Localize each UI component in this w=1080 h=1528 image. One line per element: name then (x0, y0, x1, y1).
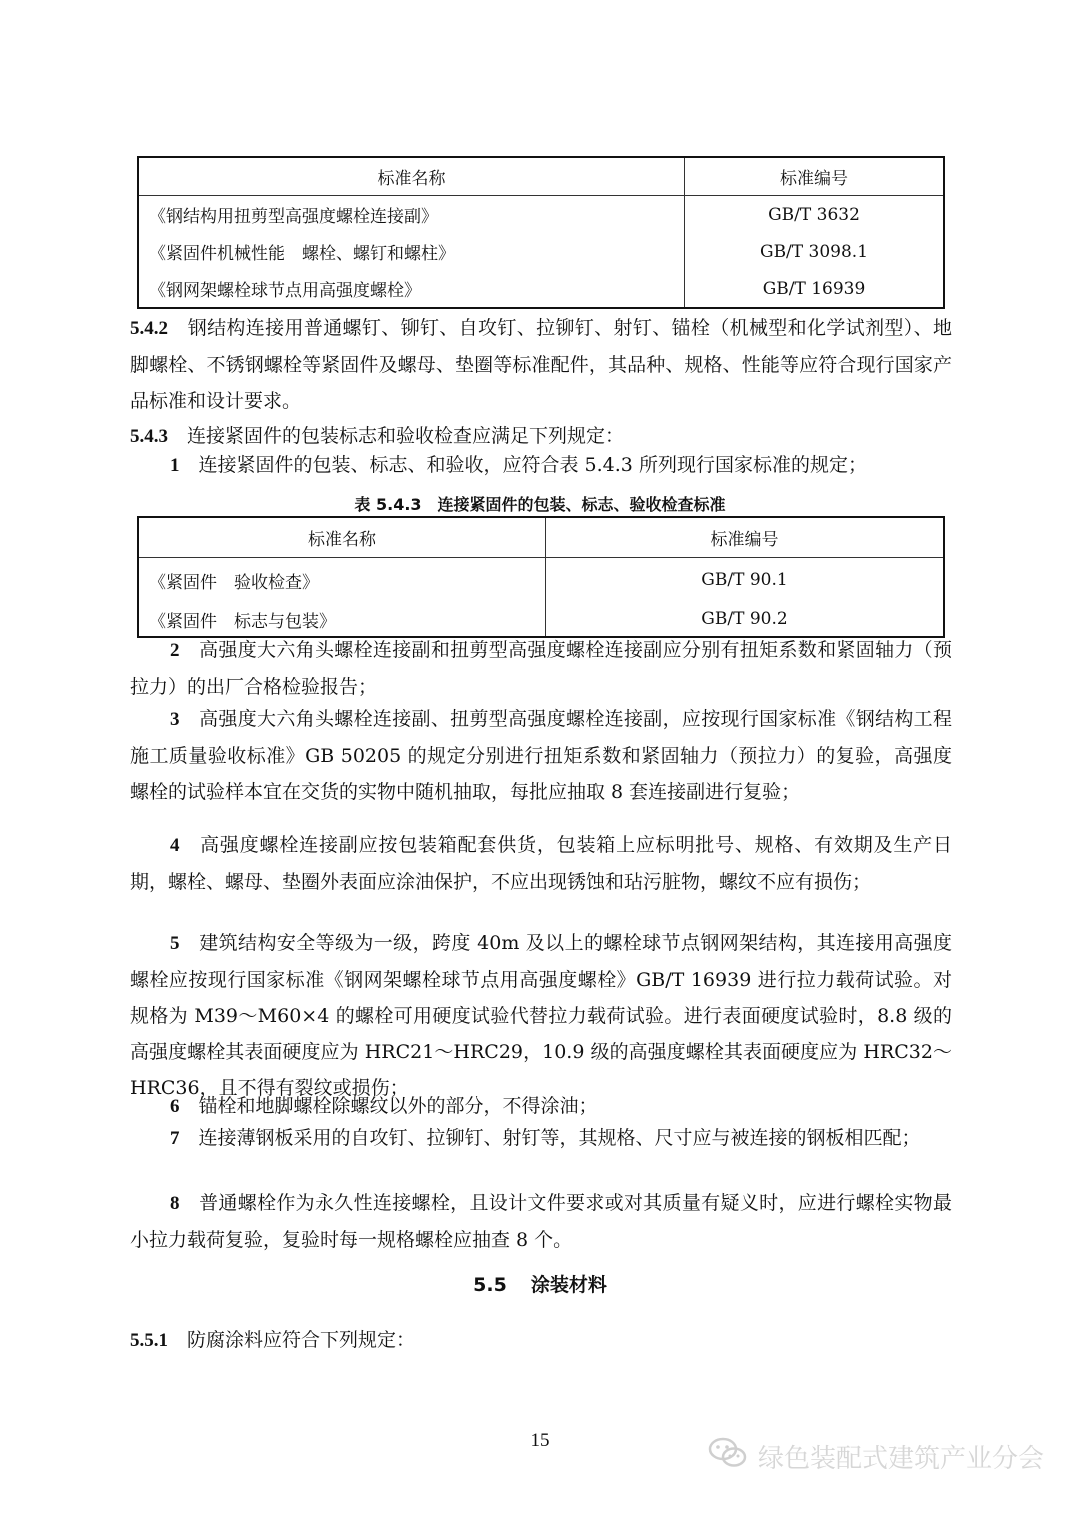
item-text: 建筑结构安全等级为一级，跨度 40m 及以上的螺栓球节点钢网架结构，其连接用高强度螺栓应按现行国家标准《钢网架螺栓球节点用高强度螺栓》GB/T 16939 进行拉力载荷试验。对规格为 M39～M60×4 的螺栓可用硬度试验代替拉力载荷试验。进行表面硬度试验时，8.8 级的高强度螺栓其表面硬度应为 HRC21～HRC29，10.9 级的高强度螺栓其表面硬度应为 HRC32～HRC36，且不得有裂纹或损伤； (130, 932, 952, 1099)
list-item (130, 1120, 952, 1157)
section-title: 涂装材料 (530, 1274, 607, 1296)
table-caption: 表 5.4.3 连接紧固件的包装、标志、验收检查标准 (354, 495, 726, 514)
item-text: 高强度螺栓连接副应按包装箱配套供货，包装箱上应标明批号、规格、有效期及生产日期，螺栓、螺母、垫圈外表面应涂油保护，不应出现锈蚀和玷污脏物，螺纹不应有损伤； (130, 834, 952, 893)
item-text: 高强度大六角头螺栓连接副、扭剪型高强度螺栓连接副，应按现行国家标准《钢结构工程施工质量验收标准》GB 50205 的规定分别进行扭矩系数和紧固轴力（预拉力）的复验，高强度螺栓的试验样本宜在交货的实物中随机抽取，每批应抽取 8 套连接副进行复验； (130, 708, 952, 803)
item-text: 普通螺栓作为永久性连接螺栓，且设计文件要求或对其质量有疑义时，应进行螺栓实物最小拉力载荷复验，复验时每一规格螺栓应抽查 8 个。 (130, 1192, 952, 1251)
clause-5-5-1 (130, 1322, 952, 1359)
table-row (138, 196, 944, 234)
item-number: 1 (170, 455, 180, 476)
standard-name: 《钢结构用扭剪型高强度螺栓连接副》 (149, 207, 438, 227)
clause-text: 钢结构连接用普通螺钉、铆钉、自攻钉、拉铆钉、射钉、锚栓（机械型和化学试剂型）、地脚螺栓、不锈钢螺栓等紧固件及螺母、垫圈等标准配件，其品种、规格、性能等应符合现行国家产品标准和设计要求。 (130, 317, 952, 412)
table-header-row (138, 157, 944, 196)
table-row (138, 270, 944, 308)
standard-code: GB/T 16939 (685, 270, 945, 308)
clause-number: 5.4.2 (130, 318, 168, 339)
item-number: 5 (170, 933, 180, 954)
standards-table-1 (137, 156, 945, 309)
clause-text: 防腐涂料应符合下列规定： (187, 1329, 416, 1351)
clause-5-4-2 (130, 310, 952, 419)
standard-name: 《紧固件机械性能 螺栓、螺钉和螺柱》 (149, 244, 455, 264)
list-item (130, 1185, 952, 1258)
standard-code: GB/T 3632 (685, 196, 945, 234)
col-header-code: 标准编号 (546, 517, 945, 558)
section-heading (0, 1270, 1080, 1297)
standard-name: 《紧固件 标志与包装》 (149, 611, 336, 632)
table-header-row (138, 517, 944, 558)
table-row (138, 233, 944, 270)
item-number: 2 (170, 640, 180, 661)
standard-code: GB/T 3098.1 (685, 233, 945, 270)
clause-number: 5.4.3 (130, 426, 168, 447)
standards-table-2 (137, 516, 945, 638)
page-number: 15 (530, 1430, 550, 1451)
col-header-code: 标准编号 (685, 157, 945, 196)
standard-name: 《钢网架螺栓球节点用高强度螺栓》 (149, 281, 421, 301)
section-number: 5.5 (473, 1274, 507, 1296)
wechat-icon (708, 1436, 748, 1477)
list-item (130, 925, 952, 1106)
item-number: 3 (170, 709, 180, 730)
list-item (130, 447, 952, 484)
item-number: 4 (170, 835, 180, 856)
list-item (130, 701, 952, 810)
item-text: 锚栓和地脚螺栓除螺纹以外的部分，不得涂油； (198, 1095, 598, 1117)
clause-text: 连接紧固件的包装标志和验收检查应满足下列规定： (187, 425, 625, 447)
clause-number: 5.5.1 (130, 1330, 168, 1351)
list-item (130, 827, 952, 900)
item-number: 6 (170, 1096, 180, 1117)
table-row (138, 558, 944, 603)
watermark-text: 绿色装配式建筑产业分会 (757, 1444, 1044, 1474)
standard-code: GB/T 90.2 (546, 602, 945, 637)
item-text: 连接紧固件的包装、标志、和验收，应符合表 5.4.3 所列现行国家标准的规定； (198, 454, 867, 476)
watermark (708, 1436, 1044, 1477)
item-number: 8 (170, 1193, 180, 1214)
item-number: 7 (170, 1128, 180, 1149)
col-header-name: 标准名称 (138, 517, 546, 558)
standard-name: 《紧固件 验收检查》 (149, 572, 319, 593)
col-header-name: 标准名称 (138, 157, 685, 196)
list-item (130, 632, 952, 705)
item-text: 连接薄钢板采用的自攻钉、拉铆钉、射钉等，其规格、尺寸应与被连接的钢板相匹配； (198, 1127, 921, 1149)
standard-code: GB/T 90.1 (546, 558, 945, 603)
item-text: 高强度大六角头螺栓连接副和扭剪型高强度螺栓连接副应分别有扭矩系数和紧固轴力（预拉力）的出厂合格检验报告； (130, 639, 952, 698)
